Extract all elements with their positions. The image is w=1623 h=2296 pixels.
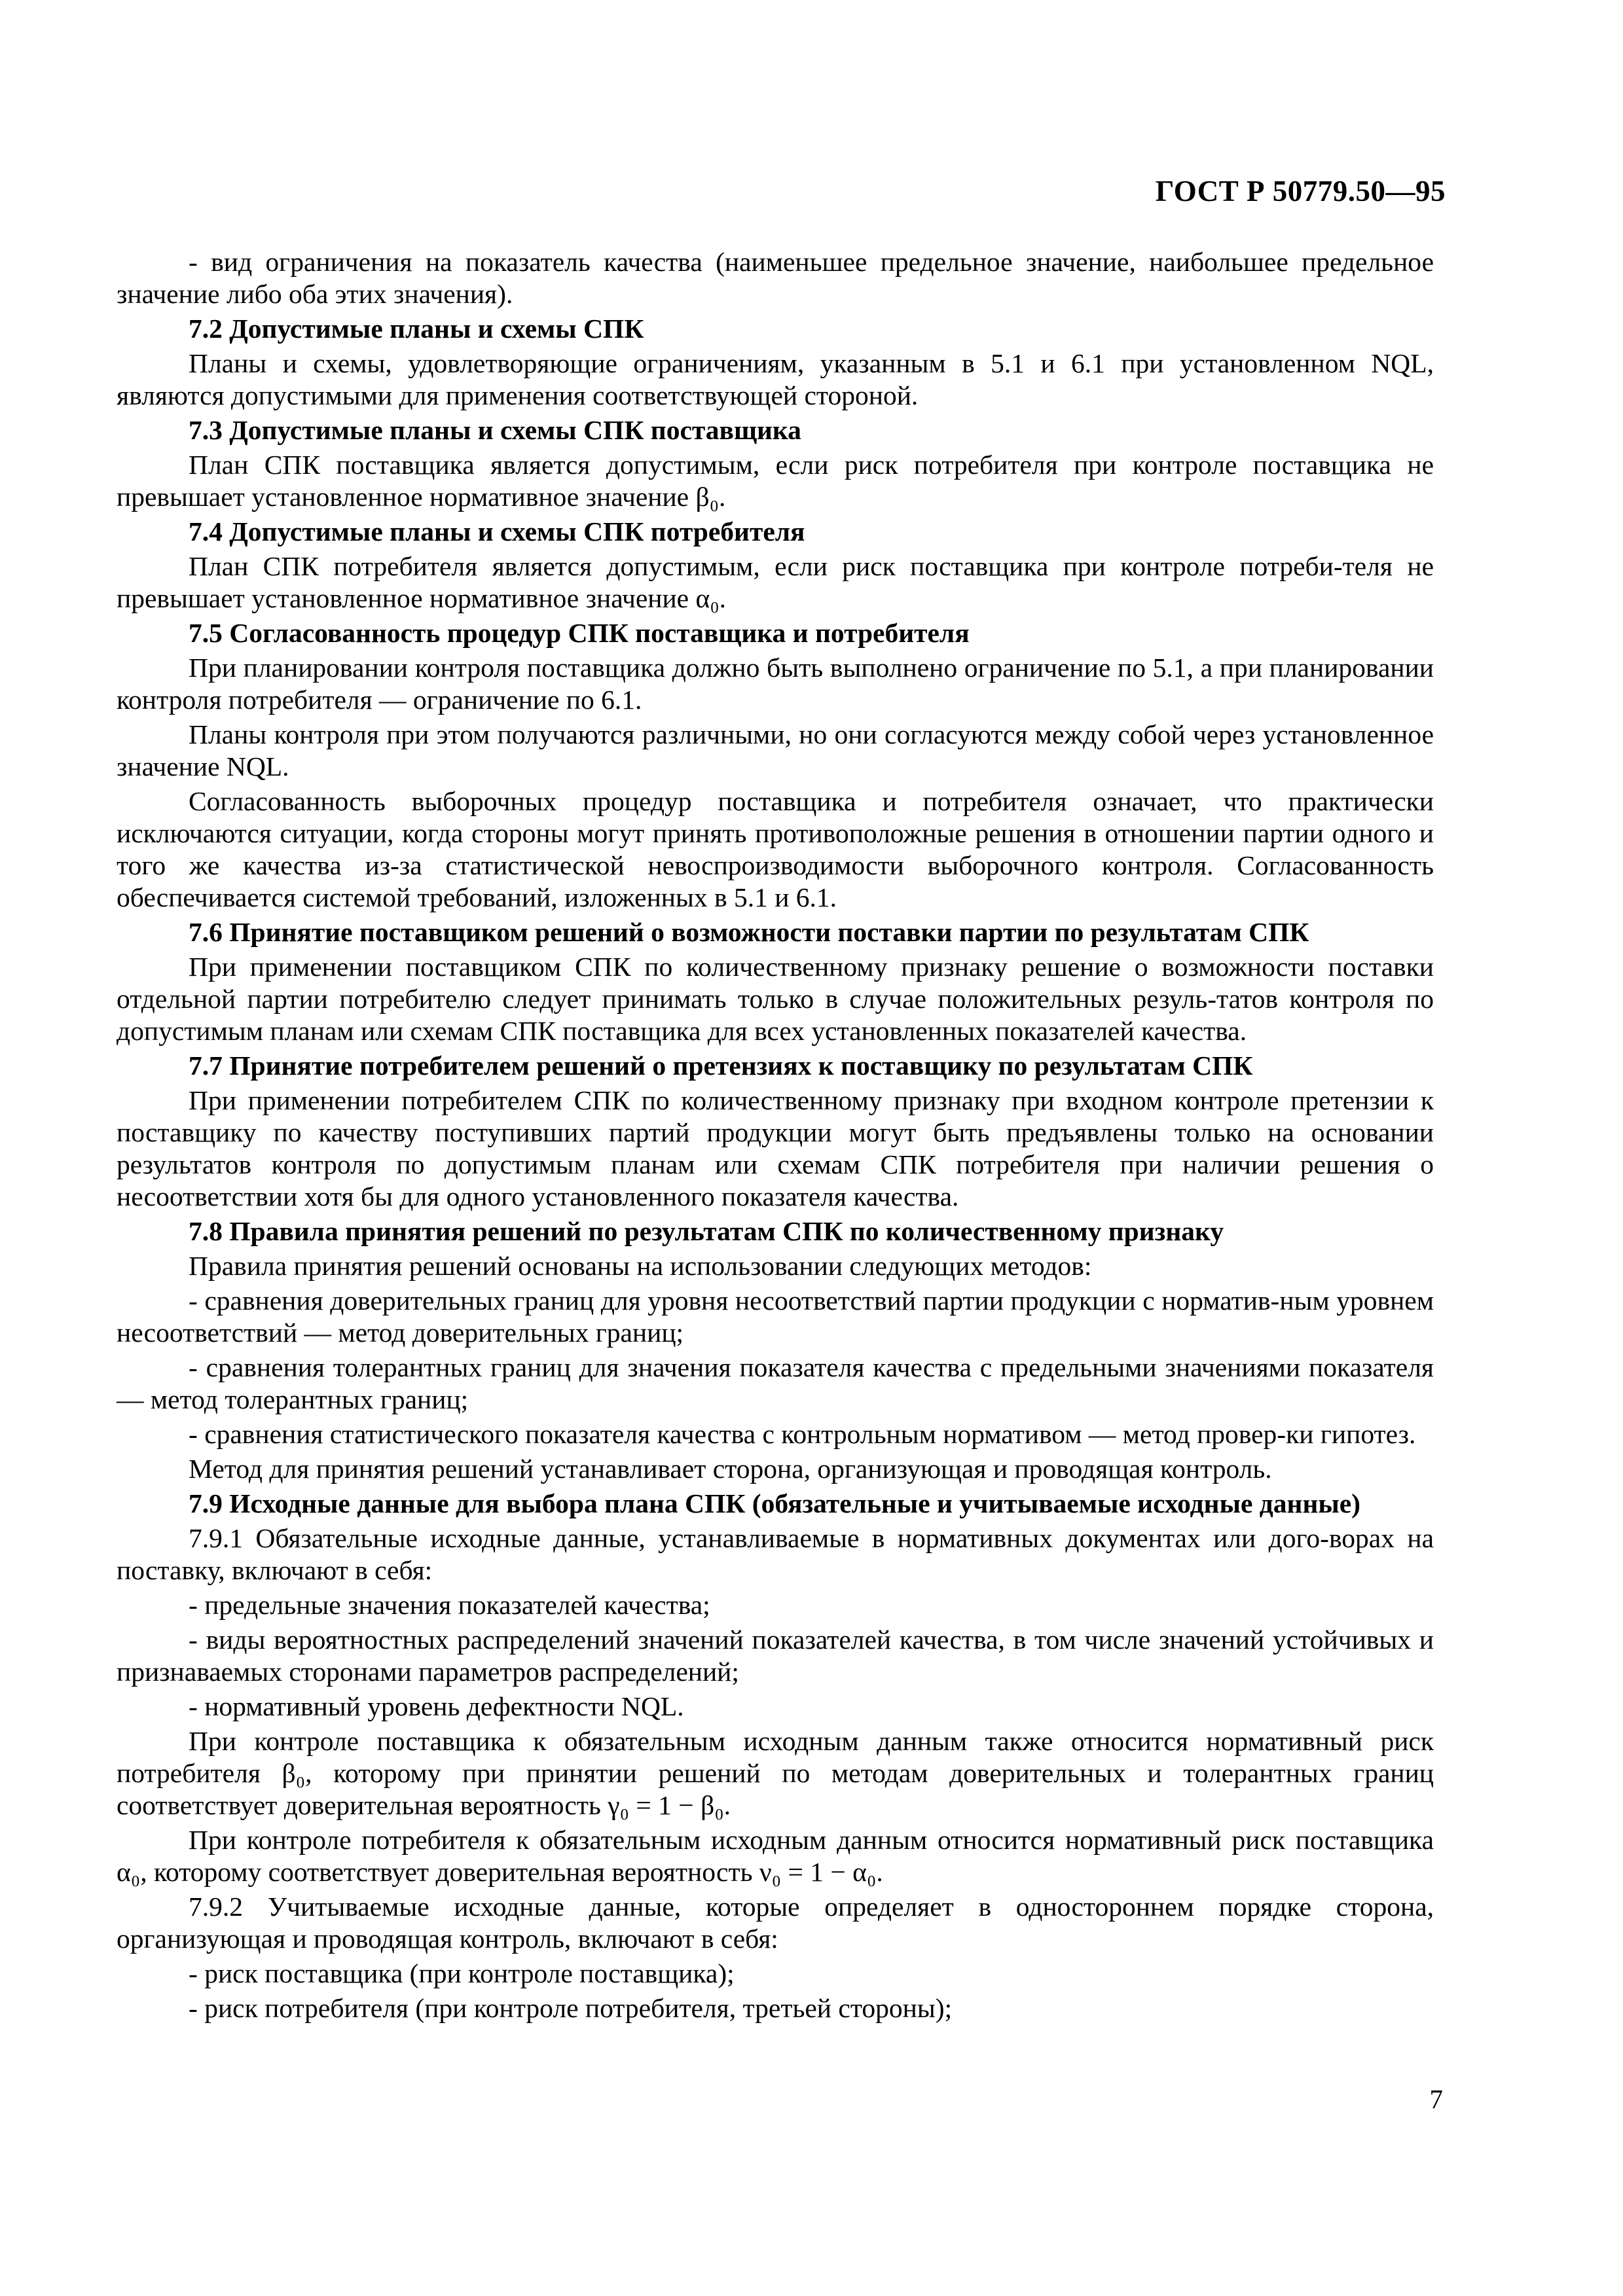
document-header: ГОСТ Р 50779.50—95 xyxy=(1155,175,1446,207)
list-item: - риск потребителя (при контроле потребителя, третьей стороны); xyxy=(189,1993,953,2023)
paragraph: 7.9.2 Учитываемые исходные данные, которые определяет в одностороннем порядке сторона, организующая и проводящая контроль, включают в себя: xyxy=(117,1892,1434,1954)
section-heading: 7.7 Принятие потребителем решений о претензиях к поставщику по результатам СПК xyxy=(189,1050,1253,1081)
paragraph: При контроле потребителя к обязательным исходным данным относится нормативный риск поставщика α₀, которому соответствует доверительная вероятность ν₀ = 1 − α₀. xyxy=(117,1825,1434,1887)
paragraph: 7.9.1 Обязательные исходные данные, устанавливаемые в нормативных документах или дого-ворах на поставку, включают в себя: xyxy=(117,1523,1434,1585)
section-heading: 7.8 Правила принятия решений по результатам СПК по количественному признаку xyxy=(189,1216,1224,1246)
list-item: - сравнения статистического показателя качества с контрольным нормативом — метод провер-ки гипотез. xyxy=(189,1419,1416,1449)
section-heading: 7.3 Допустимые планы и схемы СПК поставщика xyxy=(189,415,801,445)
paragraph: При применении потребителем СПК по количественному признаку при входном контроле претензии к поставщику по качеству поступивших партий продукции могут быть предъявлены только на основании результатов контроля по допустимым планам или схемам СПК потребителя при наличии решения о несоответствии хотя бы для одного установленного показателя качества. xyxy=(117,1085,1434,1211)
paragraph: План СПК потребителя является допустимым, если риск поставщика при контроле потреби-теля не превышает установленное нормативное значение α₀. xyxy=(117,551,1434,613)
page-number: 7 xyxy=(1429,2084,1443,2114)
paragraph: Согласованность выборочных процедур поставщика и потребителя означает, что практически исключаются ситуации, когда стороны могут принять противоположные решения в отношении партии одного и того же качества из-за статистической невоспроизводимости выборочного контроля. Согласованность обеспечивается системой требований, изложенных в 5.1 и 6.1. xyxy=(117,786,1434,912)
section-heading: 7.9 Исходные данные для выбора плана СПК (обязательные и учитываемые исходные данные) xyxy=(189,1488,1360,1518)
list-item: - риск поставщика (при контроле поставщика); xyxy=(189,1958,735,1988)
paragraph: Планы контроля при этом получаются различными, но они согласуются между собой через установленное значение NQL. xyxy=(117,719,1434,781)
section-heading: 7.2 Допустимые планы и схемы СПК xyxy=(189,314,644,344)
section-heading: 7.4 Допустимые планы и схемы СПК потребителя xyxy=(189,516,805,547)
paragraph: План СПК поставщика является допустимым, если риск потребителя при контроле поставщика не превышает установленное нормативное значение β₀. xyxy=(117,450,1434,512)
document-body xyxy=(117,246,1434,2027)
list-item: - сравнения толерантных границ для значения показателя качества с предельными значениями показателя — метод толерантных границ; xyxy=(117,1352,1434,1414)
list-item: - сравнения доверительных границ для уровня несоответствий партии продукции с норматив-ным уровнем несоответствий — метод доверительных границ; xyxy=(117,1285,1434,1348)
section-heading: 7.5 Согласованность процедур СПК поставщика и потребителя xyxy=(189,618,970,648)
paragraph: Метод для принятия решений устанавливает сторона, организующая и проводящая контроль. xyxy=(189,1454,1272,1484)
paragraph: Планы и схемы, удовлетворяющие ограничениям, указанным в 5.1 и 6.1 при установленном NQL, являются допустимыми для применения соответствующей стороной. xyxy=(117,348,1434,410)
paragraph: При применении поставщиком СПК по количественному признаку решение о возможности поставки отдельной партии потребителю следует принимать только в случае положительных резуль-татов контроля по допустимым планам или схемам СПК поставщика для всех установленных показателей качества. xyxy=(117,952,1434,1046)
paragraph: - вид ограничения на показатель качества (наименьшее предельное значение, наибольшее предельное значение либо оба этих значения). xyxy=(117,247,1434,309)
section-heading: 7.6 Принятие поставщиком решений о возможности поставки партии по результатам СПК xyxy=(189,917,1309,947)
list-item: - виды вероятностных распределений значений показателей качества, в том числе значений устойчивых и признаваемых сторонами параметров распределений; xyxy=(117,1624,1434,1687)
list-item: - нормативный уровень дефектности NQL. xyxy=(189,1691,684,1721)
paragraph: При планировании контроля поставщика должно быть выполнено ограничение по 5.1, а при планировании контроля потребителя — ограничение по 6.1. xyxy=(117,653,1434,715)
list-item: - предельные значения показателей качества; xyxy=(189,1590,710,1620)
paragraph: При контроле поставщика к обязательным исходным данным также относится нормативный риск потребителя β₀, которому при принятии решений по методам доверительных и толерантных границ соответствует доверительная вероятность γ₀ = 1 − β₀. xyxy=(117,1726,1434,1820)
paragraph: Правила принятия решений основаны на использовании следующих методов: xyxy=(189,1251,1092,1281)
